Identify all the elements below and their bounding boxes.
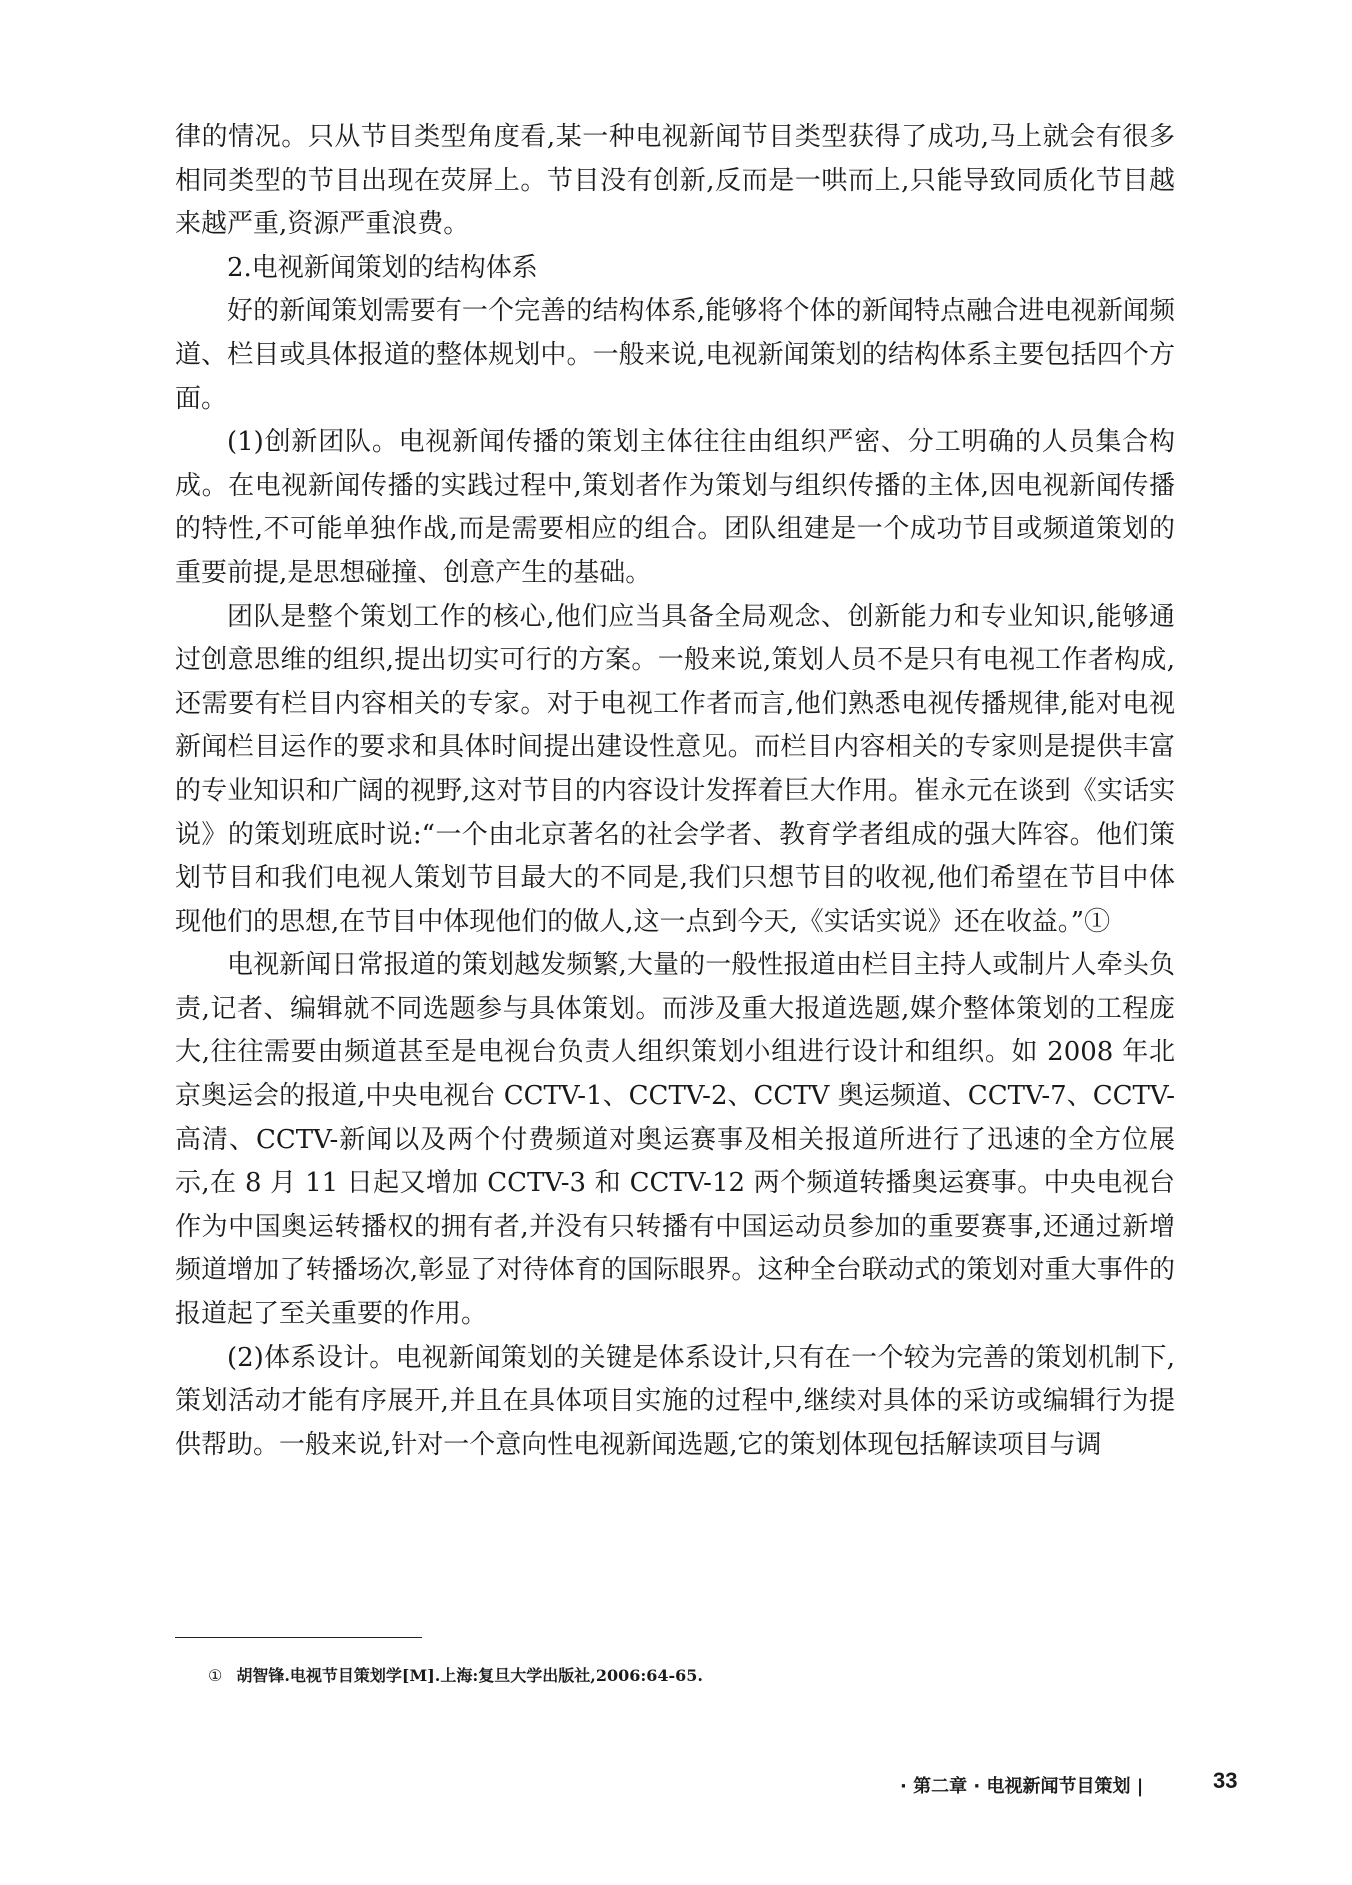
page-body: [175, 116, 1175, 1467]
paragraph: 团队是整个策划工作的核心,他们应当具备全局观念、创新能力和专业知识,能够通过创意思维的组织,提出切实可行的方案。一般来说,策划人员不是只有电视工作者构成,还需要有栏目内容相关的专家。对于电视工作者而言,他们熟悉电视传播规律,能对电视新闻栏目运作的要求和具体时间提出建设性意见。而栏目内容相关的专家则是提供丰富的专业知识和广阔的视野,这对节目的内容设计发挥着巨大作用。崔永元在谈到《实话实说》的策划班底时说:“一个由北京著名的社会学者、教育学者组成的强大阵容。他们策划节目和我们电视人策划节目最大的不同是,我们只想节目的收视,他们希望在节目中体现他们的思想,在节目中体现他们的做人,这一点到今天,《实话实说》还在收益。”①: [175, 601, 1175, 937]
running-footer: · 第二章 · 电视新闻节目策划 |: [900, 1776, 1144, 1797]
paragraph: 好的新闻策划需要有一个完善的结构体系,能够将个体的新闻特点融合进电视新闻频道、栏目或具体报道的整体规划中。一般来说,电视新闻策划的结构体系主要包括四个方面。: [175, 296, 1175, 414]
paragraph-continued: 律的情况。只从节目类型角度看,某一种电视新闻节目类型获得了成功,马上就会有很多相同类型的节目出现在荧屏上。节目没有创新,反而是一哄而上,只能导致同质化节目越来越严重,资源严重浪费。: [175, 122, 1175, 240]
paragraph: 电视新闻日常报道的策划越发频繁,大量的一般性报道由栏目主持人或制片人牵头负责,记者、编辑就不同选题参与具体策划。而涉及重大报道选题,媒介整体策划的工程庞大,往往需要由频道甚至是电视台负责人组织策划小组进行设计和组织。如 2008 年北京奥运会的报道,中央电视台 CCTV-1、CCTV-2、CCTV 奥运频道、CCTV-7、CCTV-高清、CCTV-新闻以及两个付费频道对奥运赛事及相关报道所进行了迅速的全方位展示,在 8 月 11 日起又增加 CCTV-3 和 CCTV-12 两个频道转播奥运赛事。中央电视台作为中国奥运转播权的拥有者,并没有只转播有中国运动员参加的重要赛事,还通过新增频道增加了转播场次,彰显了对待体育的国际眼界。这种全台联动式的策划对重大事件的报道起了至关重要的作用。: [175, 950, 1175, 1330]
paragraph: (2)体系设计。电视新闻策划的关键是体系设计,只有在一个较为完善的策划机制下,策划活动才能有序展开,并且在具体项目实施的过程中,继续对具体的采访或编辑行为提供帮助。一般来说,针对一个意向性电视新闻选题,它的策划体现包括解读项目与调: [175, 1342, 1175, 1460]
section-heading: 2.电视新闻策划的结构体系: [227, 252, 538, 283]
footnote-mark: ①: [208, 1666, 223, 1685]
footnote-divider: [175, 1637, 422, 1638]
footnote: [208, 1663, 703, 1686]
footnote-text: 胡智锋.电视节目策划学[M].上海:复旦大学出版社,2006:64-65.: [236, 1666, 703, 1685]
page-number: 33: [1213, 1768, 1238, 1793]
paragraph: (1)创新团队。电视新闻传播的策划主体往往由组织严密、分工明确的人员集合构成。在电视新闻传播的实践过程中,策划者作为策划与组织传播的主体,因电视新闻传播的特性,不可能单独作战,而是需要相应的组合。团队组建是一个成功节目或频道策划的重要前提,是思想碰撞、创意产生的基础。: [175, 427, 1175, 588]
